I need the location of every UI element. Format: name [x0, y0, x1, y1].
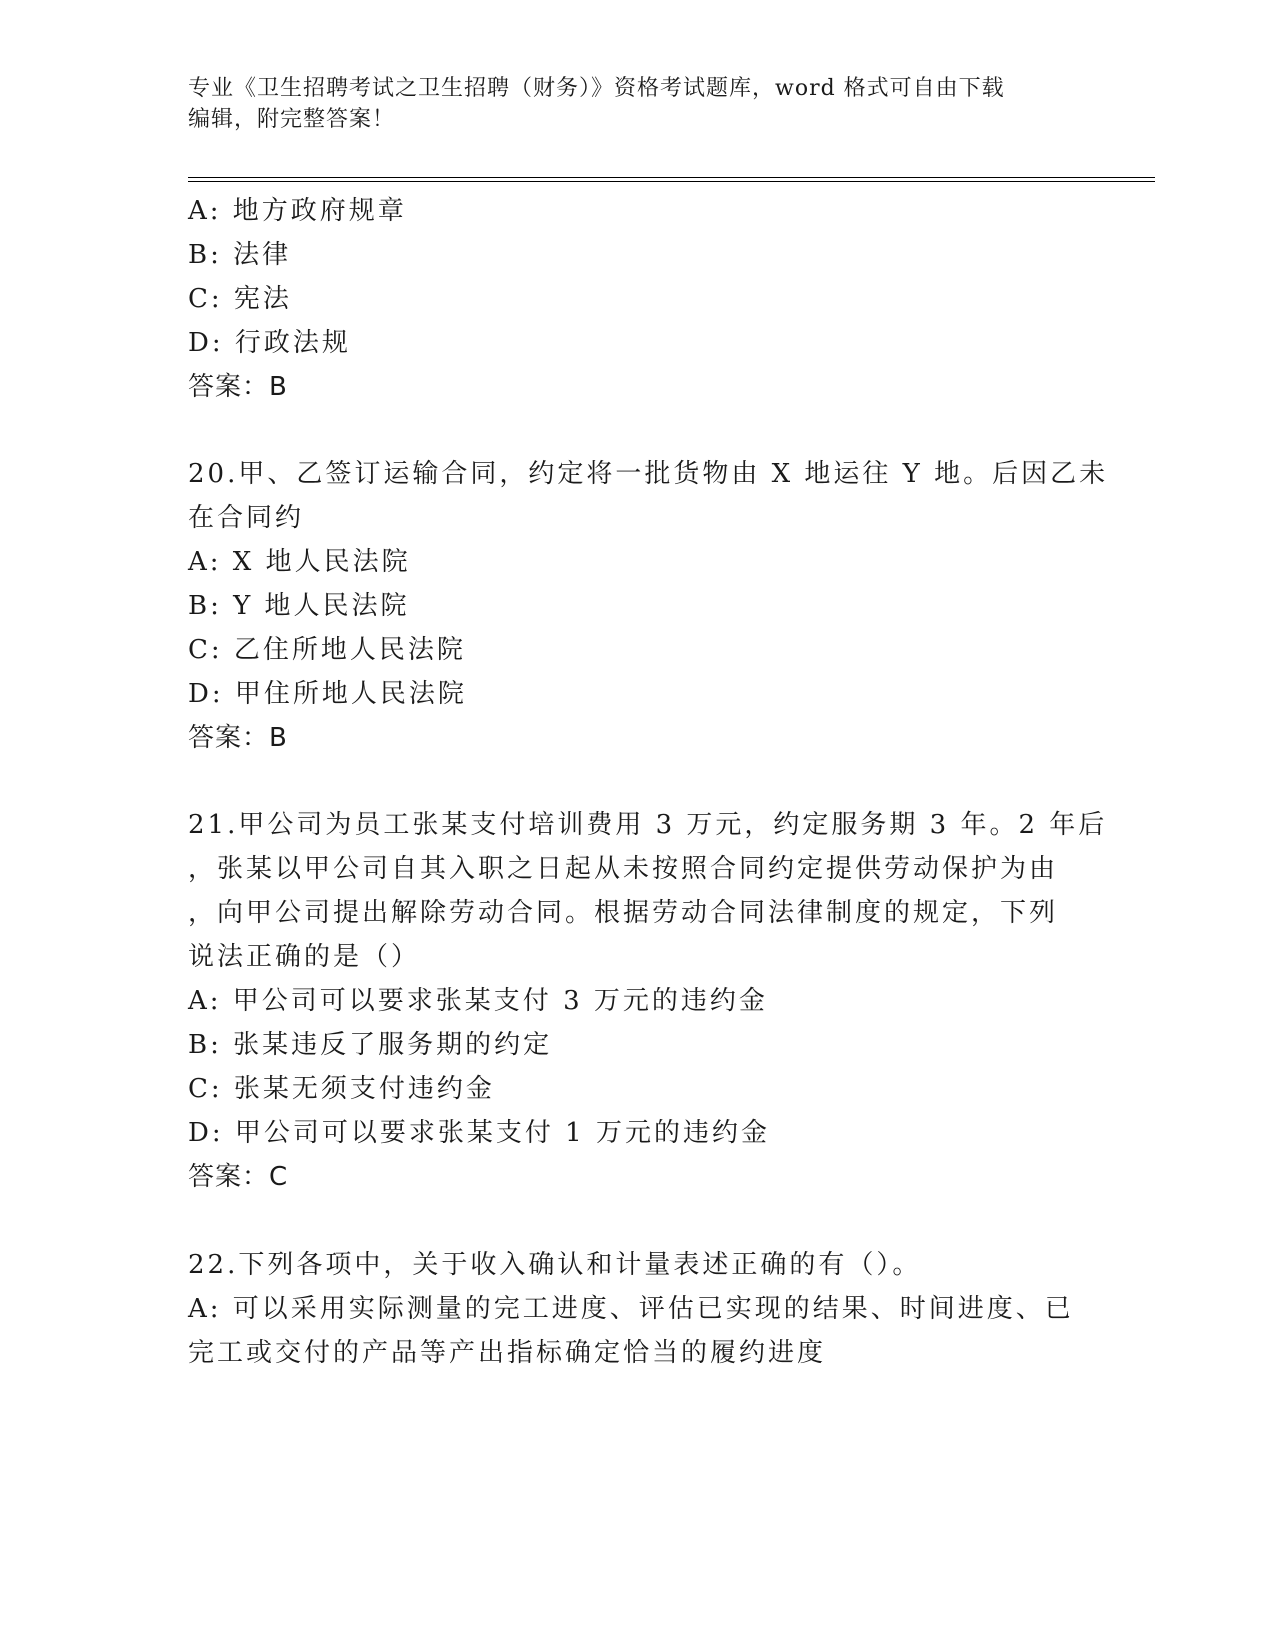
- document-header: [188, 73, 1068, 135]
- header-line-2: 编辑，附完整答案！: [188, 107, 396, 132]
- q20-stem-line-1: 20.甲、乙签订运输合同，约定将一批货物由 X 地运往 Y 地。后因乙未: [188, 459, 1109, 489]
- q21-stem-line-2: ，张某以甲公司自其入职之日起从未按照合同约定提供劳动保护为由: [188, 854, 1059, 884]
- q22-stem-line-1: 22.下列各项中，关于收入确认和计量表述正确的有（）。: [188, 1250, 922, 1280]
- header-line-1: 专业《卫生招聘考试之卫生招聘（财务）》资格考试题库，word 格式可自由下载: [188, 76, 1005, 101]
- q20-option-a: A: X 地人民法院: [188, 547, 411, 577]
- q21-option-c: C: 张某无须支付违约金: [188, 1074, 495, 1104]
- q20-option-d: D: 甲住所地人民法院: [188, 679, 467, 709]
- header-divider-top: [188, 177, 1155, 178]
- q19-option-c: C: 宪法: [188, 284, 292, 314]
- q19-option-d: D: 行政法规: [188, 328, 351, 358]
- q21-stem-line-3: ，向甲公司提出解除劳动合同。根据劳动合同法律制度的规定，下列: [188, 898, 1059, 928]
- q21-answer: 答案：C: [188, 1162, 289, 1192]
- q20-option-b: B: Y 地人民法院: [188, 591, 410, 621]
- q22-option-a-line-1: A: 可以采用实际测量的完工进度、评估已实现的结果、时间进度、已: [188, 1294, 1074, 1324]
- header-divider-bottom: [188, 181, 1155, 182]
- q19-option-b: B: 法律: [188, 240, 292, 270]
- q19-option-a: A: 地方政府规章: [188, 196, 407, 226]
- q21-stem-line-1: 21.甲公司为员工张某支付培训费用 3 万元，约定服务期 3 年。2 年后: [188, 810, 1108, 840]
- q20-stem-line-2: 在合同约: [188, 503, 305, 533]
- q19-answer: 答案：B: [188, 372, 288, 402]
- q20-option-c: C: 乙住所地人民法院: [188, 635, 466, 665]
- q21-option-b: B: 张某违反了服务期的约定: [188, 1030, 553, 1060]
- q22-option-a-line-2: 完工或交付的产品等产出指标确定恰当的履约进度: [188, 1338, 827, 1368]
- q20-answer: 答案：B: [188, 723, 288, 753]
- q21-stem-line-4: 说法正确的是（）: [188, 942, 421, 972]
- q21-option-a: A: 甲公司可以要求张某支付 3 万元的违约金: [188, 986, 768, 1016]
- q21-option-d: D: 甲公司可以要求张某支付 1 万元的违约金: [188, 1118, 770, 1148]
